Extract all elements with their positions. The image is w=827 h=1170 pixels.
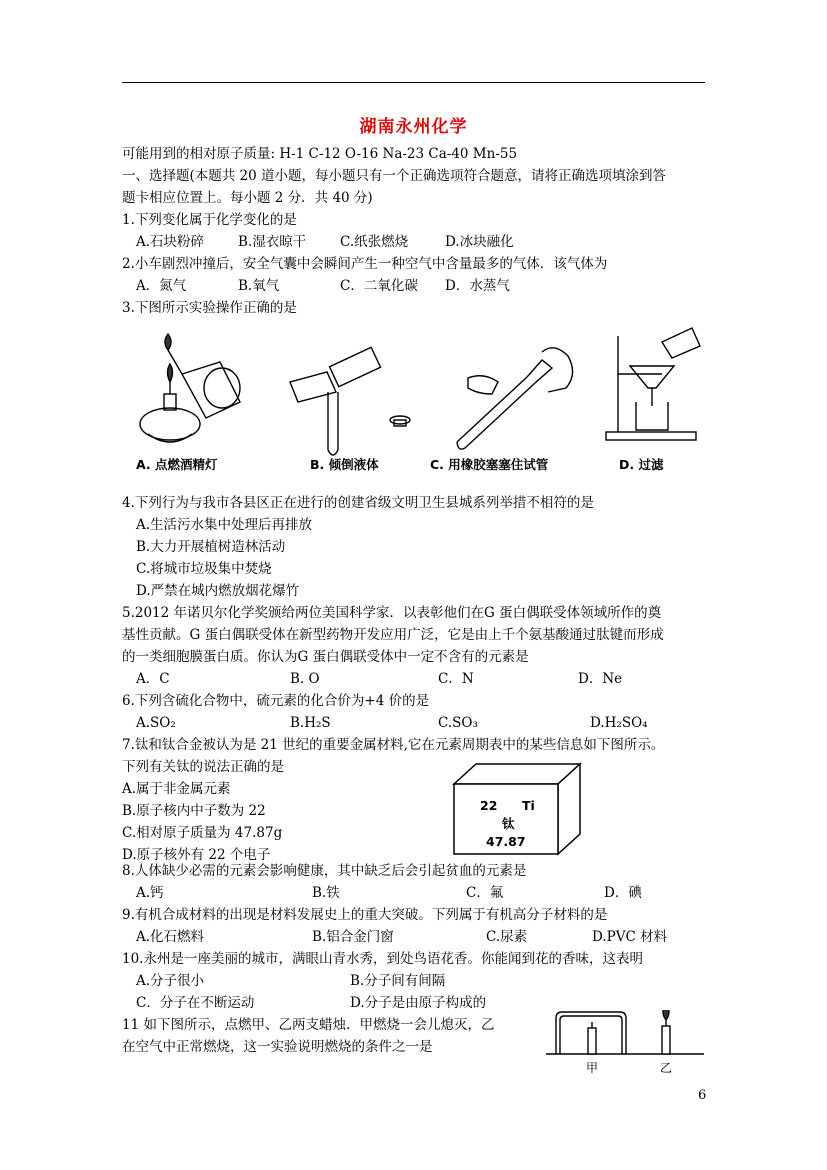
element-number: 22 xyxy=(480,798,498,813)
page-title: 湖南永州化学 xyxy=(359,117,468,137)
q8-option-c: C．氟 xyxy=(466,885,504,901)
stopper-test-tube-illustration xyxy=(457,348,573,449)
q6-stem: 6.下列含硫化合物中，硫元素的化合价为+4 价的是 xyxy=(122,693,430,709)
q7-option-c: C.相对原子质量为 47.87g xyxy=(122,825,283,841)
element-symbol: Ti xyxy=(522,798,535,813)
q1-option-b: B.湿衣晾干 xyxy=(238,234,307,250)
q9-stem: 9.有机合成材料的出现是材料发展史上的重大突破。下列属于有机高分子材料的是 xyxy=(122,907,608,923)
header-rule xyxy=(122,82,705,83)
q5-option-d: D．Ne xyxy=(578,671,623,687)
q5-line3: 的一类细胞膜蛋白质。你认为G 蛋白偶联受体中一定不含有的元素是 xyxy=(122,649,529,665)
lab-operations-figure xyxy=(122,322,707,482)
q8-option-b: B.铁 xyxy=(312,885,340,901)
q4-option-a: A.生活污水集中处理后再排放 xyxy=(136,517,313,533)
q3-caption-d: D. 过滤 xyxy=(619,457,664,472)
q5-option-b: B. O xyxy=(290,671,320,687)
q10-stem: 10.永州是一座美丽的城市，满眼山青水秀，到处鸟语花香。你能闻到花的香味，这表明 xyxy=(122,951,643,967)
atomic-mass-line: 可能用到的相对原子质量: H-1 C-12 O-16 Na-23 Ca-40 Mn-55 xyxy=(122,146,518,162)
q11-line2: 在空气中正常燃烧，这一实验说明燃烧的条件之一是 xyxy=(122,1039,433,1055)
q2-option-a: A．氮气 xyxy=(136,278,187,294)
q4-option-d: D.严禁在城内燃放烟花爆竹 xyxy=(136,583,300,599)
q5-option-c: C．N xyxy=(438,671,474,687)
flame-icon xyxy=(663,1010,669,1020)
q7-option-d: D.原子核外有 22 个电子 xyxy=(122,847,271,863)
filtration-illustration xyxy=(606,328,700,440)
label-jia: 甲 xyxy=(586,1061,599,1075)
q2-option-b: B.氧气 xyxy=(238,278,280,294)
q6-option-a: A.SO₂ xyxy=(136,715,176,731)
section-heading-line2: 题卡相应位置上。每小题 2 分．共 40 分) xyxy=(122,190,373,206)
q1-option-c: C.纸张燃烧 xyxy=(340,234,409,250)
q2-option-c: C．二氧化碳 xyxy=(340,278,418,294)
q9-option-c: C.尿素 xyxy=(486,929,528,945)
q11-line1: 11 如下图所示，点燃甲、乙两支蜡烛．甲燃烧一会儿熄灭，乙 xyxy=(122,1017,495,1033)
q5-line1: 5.2012 年诺贝尔化学奖颁给两位美国科学家．以表彰他们在G 蛋白偶联受体领域所作的奠 xyxy=(122,605,662,621)
titanium-element-cube xyxy=(450,762,585,858)
q3-caption-c: C. 用橡胶塞塞住试管 xyxy=(430,457,549,472)
q2-stem: 2.小车剧烈冲撞后，安全气囊中会瞬间产生一种空气中含量最多的气体．该气体为 xyxy=(122,256,608,272)
q7-option-a: A.属于非金属元素 xyxy=(122,781,231,797)
candle-yi xyxy=(662,1026,670,1054)
q4-option-c: C.将城市垃圾集中焚烧 xyxy=(136,561,272,577)
q6-option-d: D.H₂SO₄ xyxy=(590,715,648,731)
q1-option-d: D.冰块融化 xyxy=(445,234,514,250)
q4-option-b: B.大力开展植树造林活动 xyxy=(136,539,286,555)
label-yi: 乙 xyxy=(660,1061,673,1075)
element-name: 钛 xyxy=(502,816,515,831)
q7-line2: 下列有关钛的说法正确的是 xyxy=(122,759,284,775)
candle-jia xyxy=(588,1028,596,1054)
page-number: 6 xyxy=(698,1088,707,1103)
q10-option-b: B.分子间有间隔 xyxy=(350,973,446,989)
q9-option-d: D.PVC 材料 xyxy=(592,929,668,945)
candle-experiment-figure xyxy=(546,1010,706,1076)
q5-line2: 基性贡献。G 蛋白偶联受体在新型药物开发应用广泛，它是由上千个氨基酸通过肽键而形成 xyxy=(122,627,664,643)
q4-stem: 4.下列行为与我市各县区正在进行的创建省级文明卫生县城系列举措不相符的是 xyxy=(122,495,594,511)
q1-option-a: A.石块粉碎 xyxy=(136,234,205,250)
q10-option-a: A.分子很小 xyxy=(136,973,205,989)
q8-option-d: D．碘 xyxy=(604,885,642,901)
q10-option-d: D.分子是由原子构成的 xyxy=(350,995,487,1011)
q5-option-a: A．C xyxy=(136,671,170,687)
q3-caption-a: A. 点燃酒精灯 xyxy=(136,457,218,472)
element-mass: 47.87 xyxy=(486,834,526,849)
q7-line1: 7.钛和钛合金被认为是 21 世纪的重要金属材料,它在元素周期表中的某些信息如下图所示。 xyxy=(122,737,665,753)
q6-option-b: B.H₂S xyxy=(290,715,331,731)
q6-option-c: C.SO₃ xyxy=(438,715,478,731)
q9-option-a: A.化石燃料 xyxy=(136,929,205,945)
q3-caption-b: B. 倾倒液体 xyxy=(310,457,379,472)
q9-option-b: B.铝合金门窗 xyxy=(312,929,394,945)
q8-option-a: A.钙 xyxy=(136,885,164,901)
q3-stem: 3.下图所示实验操作正确的是 xyxy=(122,300,297,316)
section-heading-line1: 一、选择题(本题共 20 道小题，每小题只有一个正确选项符合题意，请将正确选项填涂到答 xyxy=(122,168,667,184)
q7-option-b: B.原子核内中子数为 22 xyxy=(122,803,266,819)
q2-option-d: D．水蒸气 xyxy=(445,278,510,294)
pouring-liquid-illustration xyxy=(290,347,410,455)
q1-stem: 1.下列变化属于化学变化的是 xyxy=(122,212,297,228)
alcohol-lamp-illustration xyxy=(140,334,240,442)
q10-option-c: C．分子在不断运动 xyxy=(136,995,255,1011)
q8-stem: 8.人体缺少必需的元素会影响健康，其中缺乏后会引起贫血的元素是 xyxy=(122,863,527,879)
